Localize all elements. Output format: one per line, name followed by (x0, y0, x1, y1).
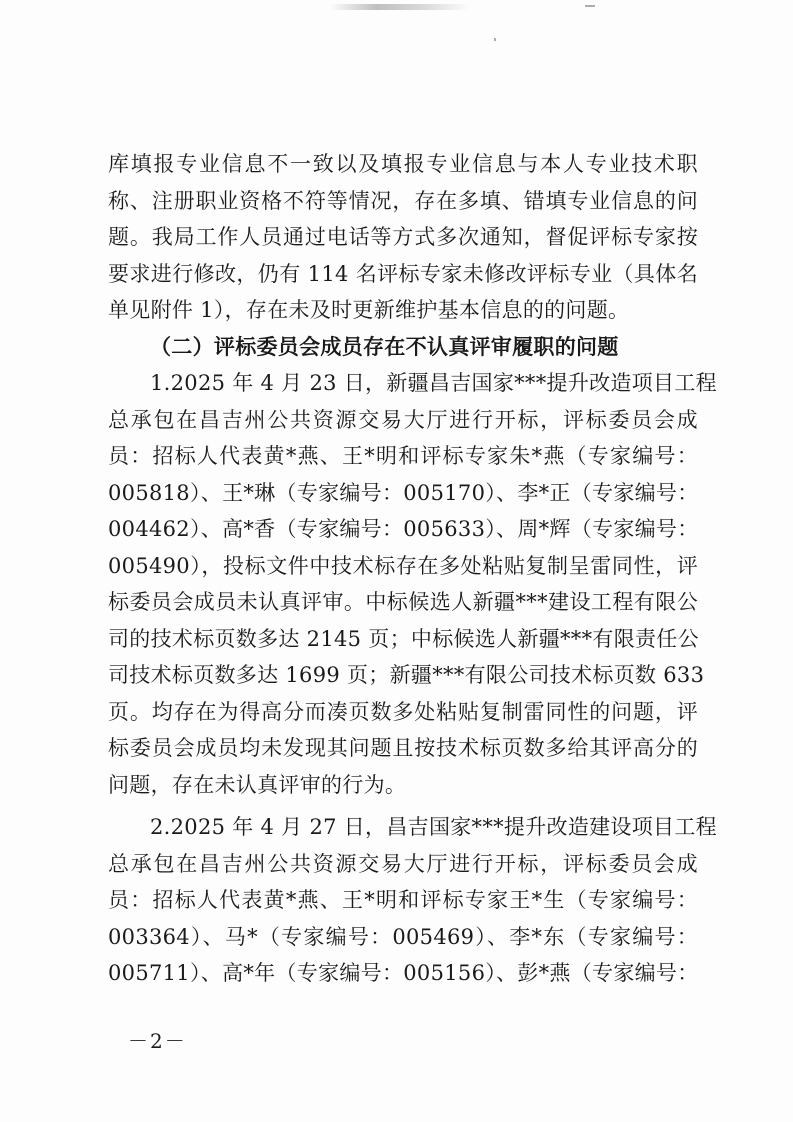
text-line: 1.2025 年 4 月 23 日，新疆昌吉国家***提升改造项目工程 (150, 371, 717, 395)
page-number: －2－ (128, 1029, 187, 1053)
scan-artifact (330, 4, 470, 10)
scan-artifact (494, 38, 496, 41)
text-line: 司技术标页数多达 1699 页；新疆***有限公司技术标页数 633 (108, 663, 705, 687)
body-text (108, 146, 717, 992)
text-line: 要求进行修改，仍有 114 名评标专家未修改评标专业（具体名 (108, 261, 698, 286)
text-line: 标委员会成员未认真评审。中标候选人新疆***建设工程有限公 (108, 590, 698, 614)
text-line: 单见附件 1），存在未及时更新维护基本信息的的问题。 (108, 298, 630, 322)
scan-artifact (585, 5, 595, 7)
text-line: 问题，存在未认真评审的行为。 (108, 772, 407, 797)
text-line: 总承包在昌吉州公共资源交易大厅进行开标，评标委员会成 (108, 407, 698, 432)
text-line: 题。我局工作人员通过电话等方式多次通知，督促评标专家按 (108, 225, 698, 249)
text-line: 005818）、王*琳（专家编号：005170）、李*正（专家编号： (108, 480, 699, 505)
text-line: 称、注册职业资格不符等情况，存在多填、错填专业信息的问 (108, 188, 698, 213)
text-line: 标委员会成员均未发现其问题且按技术标页数多给其评高分的 (108, 736, 698, 760)
text-line: 页。均存在为得高分而凑页数多处粘贴复制雷同性的问题，评 (108, 699, 698, 724)
text-line: 库填报专业信息不一致以及填报专业信息与本人专业技术职 (108, 152, 698, 176)
text-line: 员：招标人代表黄*燕、王*明和评标专家王*生（专家编号： (108, 888, 698, 912)
text-line: 员：招标人代表黄*燕、王*明和评标专家朱*燕（专家编号： (108, 444, 698, 468)
text-line: 总承包在昌吉州公共资源交易大厅进行开标，评标委员会成 (108, 851, 698, 876)
text-line: 2.2025 年 4 月 27 日，昌吉国家***提升改造建设项目工程 (150, 815, 717, 839)
section-heading: （二）评标委员会成员存在不认真评审履职的问题 (150, 333, 619, 359)
text-line: 004462）、高*香（专家编号：005633）、周*辉（专家编号： (108, 517, 699, 541)
text-line: 003364）、马*（专家编号：005469）、李*东（专家编号： (108, 924, 698, 949)
text-line: 司的技术标页数多达 2145 页；中标候选人新疆***有限责任公 (108, 626, 699, 651)
text-line: 005490），投标文件中技术标存在多处粘贴复制呈雷同性，评 (108, 553, 698, 578)
text-line: 005711）、高*年（专家编号：005156）、彭*燕（专家编号： (108, 961, 699, 985)
